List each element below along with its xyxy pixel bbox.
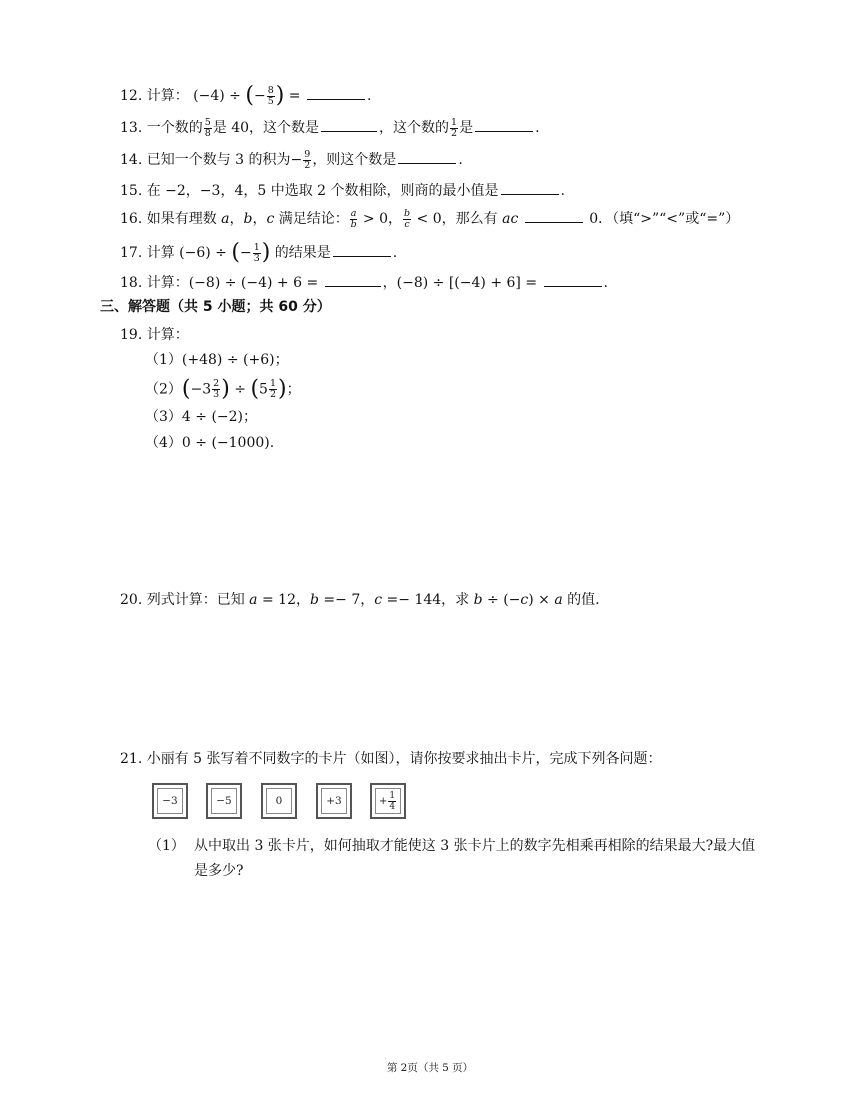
q12-number: 12. bbox=[120, 88, 143, 104]
q12-expression: (−4) ÷ bbox=[193, 88, 246, 104]
q16-fraction-1: $\frac{a}{b}$ bbox=[350, 207, 357, 230]
question-21: 21. 小丽有 5 张写着不同数字的卡片（如图），请你按要求抽出卡片，完成下列各问题： bbox=[120, 751, 662, 767]
q12-answer-blank[interactable] bbox=[307, 85, 365, 100]
q16-fraction-2: $\frac{b}{c}$ bbox=[404, 207, 411, 230]
q21-part-1-text: 从中取出 3 张卡片，如何抽取才能使这 3 张卡片上的数字先相乘再相除的结果最大?最大值是多少? bbox=[194, 838, 756, 879]
q15-answer-blank[interactable] bbox=[501, 180, 559, 195]
q21-part-1-label: （1） bbox=[148, 838, 185, 854]
q12-negative-sign: − bbox=[253, 88, 266, 104]
q14-answer-blank[interactable] bbox=[398, 149, 456, 164]
q13-answer-blank-1[interactable] bbox=[321, 117, 377, 132]
q13-fraction-2: $\frac{1}{2}$ bbox=[451, 116, 458, 139]
q19-part-1: （1）(+48) ÷ (+6)； bbox=[145, 352, 289, 368]
question-18: 18. 计算：(−8) ÷ (−4) + 6 = ，(−8) ÷ [(−4) + 6] = . bbox=[120, 272, 608, 293]
q17-answer-blank[interactable] bbox=[333, 242, 391, 257]
q17-fraction: $\frac{1}{3}$ bbox=[253, 241, 260, 264]
question-14: 14. 已知一个数与 3 的积为− $\frac{9}{2}$ ，则这个数是 . bbox=[120, 148, 463, 171]
section-heading: 三、解答题（共 5 小题；共 60 分） bbox=[100, 299, 331, 315]
number-card-1: −3 bbox=[152, 783, 188, 819]
number-card-5: + $\frac{1}{4}$ bbox=[370, 783, 406, 819]
q19-part-3: （3）4 ÷ (−2)； bbox=[145, 409, 258, 425]
page-footer: 第 2页（共 5 页） bbox=[386, 1062, 474, 1074]
q18-answer-blank-2[interactable] bbox=[544, 272, 602, 287]
q13-fraction-1: $\frac{5}{8}$ bbox=[204, 116, 211, 139]
question-13: 13. 一个数的 $\frac{5}{8}$ 是 40，这个数是 ，这个数的 $\frac{1}{2}$ 是 . bbox=[120, 116, 540, 139]
question-15: 15. 在 −2，−3，4，5 中选取 2 个数相除，则商的最小值是 . bbox=[120, 180, 565, 201]
q12-label: 计算： bbox=[146, 88, 189, 104]
number-card-3: 0 bbox=[261, 783, 297, 819]
q18-answer-blank-1[interactable] bbox=[325, 272, 381, 287]
question-17: 17. 计算 (−6) ÷ (− $\frac{1}{3}$ ) 的结果是 . bbox=[120, 240, 398, 265]
q12-fraction: $\frac{8}{5}$ bbox=[267, 84, 274, 107]
question-20: 20. 列式计算：已知 a = 12，b =− 7，c =− 144，求 b ÷ (−c) × a 的值. bbox=[120, 592, 600, 608]
q14-fraction: $\frac{9}{2}$ bbox=[304, 148, 311, 171]
question-12: 12. 计算： (−4) ÷ (− $\frac{8}{5}$ ) = . bbox=[120, 83, 372, 108]
number-card-4: +3 bbox=[316, 783, 352, 819]
question-19: 19. 计算： bbox=[120, 327, 189, 343]
question-16: 16. 如果有理数 a，b，c 满足结论： $\frac{a}{b}$ > 0， $\frac{b}{c}$ < 0，那么有 ac 0．（填“>”“<”或“=”） bbox=[120, 207, 740, 230]
q19-part-4: （4）0 ÷ (−1000). bbox=[145, 435, 275, 451]
q16-answer-blank[interactable] bbox=[525, 208, 583, 223]
q19-part-2: （2）(−3 $\frac{2}{3}$ ) ÷ (5 $\frac{1}{2}$ )； bbox=[145, 376, 301, 402]
q13-answer-blank-2[interactable] bbox=[475, 117, 533, 132]
number-card-2: −5 bbox=[206, 783, 242, 819]
